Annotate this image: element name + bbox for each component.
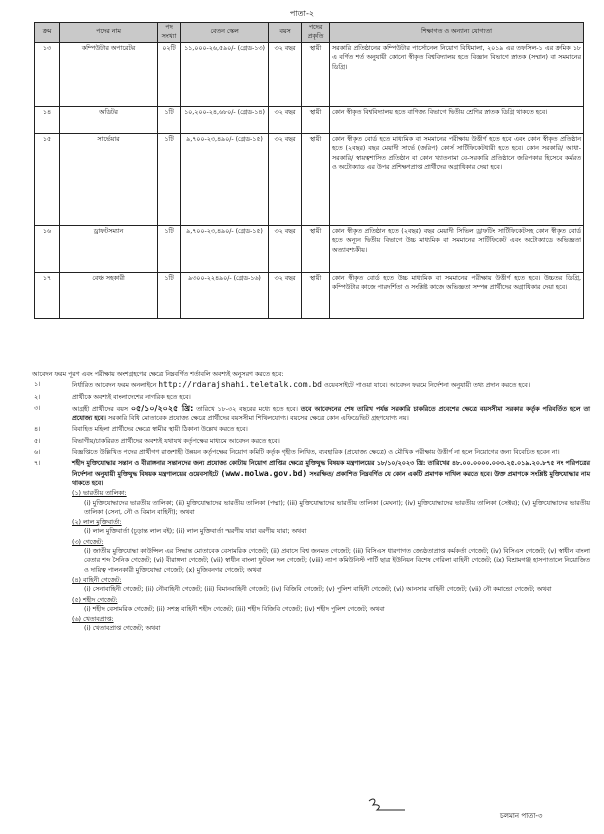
col-header-qualification: শিক্ষাগত ও অন্যান্য যোগ্যতা [330, 23, 584, 43]
item-text: তারিখে ১৮-৩২ বছরের মধ্যে হতে হবে। [193, 405, 301, 413]
table-row [35, 226, 584, 273]
cell-qualification: কোন স্বীকৃত বোর্ড হতে উচ্চ মাধ্যমিক বা সমমানের পরীক্ষায় উত্তীর্ণ হতে হবে। উচ্চতর ডিগ্রি, কম্পিউটার কাজে পারদর্শিতা ও সংশ্লিষ্ট কাজে অভিজ্ঞতা সম্পন্ন প্রার্থীদের অগ্রাধিকার দেয়া হবে। [330, 273, 584, 319]
cell-scale: ৯,৭০০-২৩,৪৯০/- (গ্রেড-১৫) [181, 226, 269, 273]
table-row [35, 43, 584, 107]
subsection-body: (i) সেনাবাহিনী গেজেট; (ii) নৌবাহিনী গেজেট; (iii) বিমানবাহিনী গেজেট; (iv) বিজিবি গেজেট; (v) পুলিশ বাহিনী গেজেট; (vi) আনসার বাহিনী গেজেট; (vii) নৌ কমান্ডো গেজেট; অথবা [84, 586, 552, 594]
col-header-scale: বেতন স্কেল [181, 23, 269, 43]
cell-post: বেঞ্চ সহকারী [60, 273, 158, 319]
page-number: পাতা-২ [289, 9, 315, 18]
cell-scale: ৯৩০০-২২৪৯০/- (গ্রেড-১৬) [181, 273, 269, 319]
condition-item [34, 393, 590, 402]
cell-qualification: সরকারি প্রতিষ্ঠানের কম্পিউটার পার্সোনেল নিয়োগ বিধিমালা, ২০১৯ এর তফসিল-১ এর ক্রমিক ১৮ এ বর্ণিত শর্ত অনুযায়ী কোনো স্বীকৃত বিশ্ববিদ্যালয় হতে বিজ্ঞান বিভাগে স্নাতক (সম্মান) বা সমমানের ডিগ্রি। [330, 43, 584, 107]
cell-count: ১টি [158, 134, 181, 226]
condition-item [34, 404, 590, 424]
proof-subsection [72, 576, 590, 595]
col-header-sl: ক্রম [35, 23, 60, 43]
subsection-body: (i) মুক্তিযোদ্ধাদের ভারতীয় তালিকা; (ii) মুক্তিযোদ্ধাদের ভারতীয় তালিকা (পদ্মা); (iii) মুক্তিযোদ্ধাদের ভারতীয় তালিকা (মেঘনা); (iv) মুক্তিযোদ্ধাদের ভারতীয় তালিকা (সেক্টর); (v) মুক্তিযোদ্ধাদের ভারতীয় তালিকা (সেনা, নৌ ও বিমান বাহিনী); অথবা [84, 499, 590, 516]
item-number: ৪। [34, 426, 41, 434]
subsection-title: (৩) গেজেট: [72, 538, 104, 546]
subsection-body: (i) খেতাবপ্রাপ্ত গেজেট; অথবা [84, 625, 161, 633]
cell-post: ড্রাফটসম্যান [60, 226, 158, 273]
cell-count: ১টি [158, 226, 181, 273]
item-bold-text: শহীদ মুক্তিযোদ্ধার সন্তান ও বীরাঙ্গনার সন্তানদের জন্য প্রযোজ্য কোটায় নিয়োগ প্রাপ্তির ক্ষেত্রে মুক্তিযুদ্ধ বিষয়ক মন্ত্রণালয়ের ১৮/১০/২০২৩ খ্রি: তারিখের ৪৮.০০.০০০০.০০৩.২৫.০১৯.২০.৮৭৫ নং পরিপত্রের নির্দেশনা অনুযায়ী মুক্তিযুদ্ধ বিষয়ক মন্ত্রণালয়ের ওয়েবসাইটে [72, 460, 590, 478]
subsection-title: (৪) বাহিনী গেজেট: [72, 576, 122, 584]
item-text: বিভাগীয়/চাকরিরত প্রার্থীদের অবশ্যই যথাযথ কর্তৃপক্ষের মাধ্যমে আবেদন করতে হবে। [72, 437, 280, 445]
condition-item [34, 459, 590, 633]
item-text: আগ্রহী প্রার্থীদের বয়স [72, 405, 131, 413]
subsection-title: (৬) খেতাবপ্রাপ্ত: [72, 616, 114, 624]
cell-age: ৩২ বছর [269, 273, 302, 319]
item-number: ৫। [34, 437, 41, 445]
condition-item [34, 437, 590, 446]
condition-item [34, 425, 590, 434]
subsection-title: (২) লাল মুক্তিবার্তা: [72, 519, 122, 527]
cell-qualification: কোন স্বীকৃত বোর্ড হতে মাধ্যমিক বা সমমানের পরীক্ষায় উত্তীর্ণ হতে হবে এবং কোন স্বীকৃত প্রতিষ্ঠান হতে (২বছর) বছর মেয়াদী সার্ভে (জরিপ) কোর্স সার্টিফিকেটধারী হতে হবে। কোন সরকারি/ আধা-সরকারি/ স্বায়ত্বশাসিত প্রতিষ্ঠান বা কোন খ্যাতনামা বে-সরকারি প্রতিষ্ঠানে জরিপকার হিসেবে কর্মরত ও অটোক্যাড এর উপর প্রশিক্ষণপ্রাপ্ত প্রার্থীদের অগ্রাধিকার দেয়া হবে। [330, 134, 584, 226]
item-number: ৭। [34, 460, 41, 468]
cell-age: ৩২ বছর [269, 107, 302, 134]
conditions-section [34, 370, 590, 636]
continued-page-label: চলমান পাতা-৩ [500, 812, 543, 820]
table-row [35, 107, 584, 134]
table-row [35, 273, 584, 319]
subsection-title: (৫) শহীদ গেজেট: [72, 596, 118, 604]
cell-qualification: কোন স্বীকৃত প্রতিষ্ঠান হতে (২বছর) বছর মেয়াদী সিভিল ড্রাফটিং সার্টিফিকেটসহ কোন স্বীকৃত বোর্ড হতে অন্যূন দ্বিতীয় বিভাগে উচ্চ মাধ্যমিক বা সমমানের সার্টিফিকেট এবং অটোক্যাডে অভিজ্ঞতা অত্যাবশ্যকীয়। [330, 226, 584, 273]
cell-post: কম্পিউটার অপারেটর [60, 43, 158, 107]
age-reference-date: ০৫/১০/২০২৫ খ্রি: [130, 403, 194, 413]
item-text: ওয়েবসাইটে পাওয়া যাবে। আবেদন ফরমে নির্দেশনা অনুযায়ী তথ্য প্রদান করতে হবে। [321, 382, 530, 390]
item-number: ১। [34, 381, 41, 389]
subsection-body: (i) লাল মুক্তিবার্তা (চূড়ান্ত লাল বই); (ii) লাল মুক্তিবার্তা স্মরণীয় যারা বরণীয় যারা; অথবা [84, 528, 307, 536]
subsection-body: (i) শহীদ বেসামরিক গেজেট; (ii) সশস্ত্র বাহিনী শহীদ গেজেট; (iii) শহীদ বিজিবি গেজেট; (iv) শহীদ পুলিশ গেজেট; অথবা [84, 605, 385, 613]
cell-scale: ১১,০০০-২৬,৫৯০/- (গ্রেড-১৩) [181, 43, 269, 107]
col-header-nature: পদের প্রকৃতি [302, 23, 330, 43]
cell-sl: ১৫ [35, 134, 60, 226]
item-text: প্রার্থীকে অবশ্যই বাংলাদেশের নাগরিক হতে হবে। [72, 393, 191, 401]
cell-count: ০২টি [158, 43, 181, 107]
condition-item [34, 448, 590, 457]
cell-qualification: কোন স্বীকৃত বিশ্ববিদ্যালয় হতে বাণিজ্য বিভাগে দ্বিতীয় শ্রেণির স্নাতক ডিগ্রি থাকতে হবে। [330, 107, 584, 134]
col-header-post: পদের নাম [60, 23, 158, 43]
cell-nature: স্থায়ী [302, 43, 330, 107]
handwritten-signature [365, 795, 409, 815]
conditions-intro: আবেদন ফরম পূরণ এবং পরীক্ষায় অংশগ্রহণের ক্ষেত্রে নিম্নবর্ণিত শর্তাবলি অবশ্যই অনুসরণ করতে হবে: [32, 371, 284, 378]
item-number: ৬। [34, 449, 41, 457]
cell-post: সার্ভেয়ার [60, 134, 158, 226]
table-header-row [35, 23, 584, 43]
job-table [34, 22, 584, 319]
cell-sl: ১৪ [35, 107, 60, 134]
proof-subsection [72, 596, 590, 615]
subsection-title: (১) ভারতীয় তালিকা: [72, 490, 127, 498]
cell-age: ৩২ বছর [269, 43, 302, 107]
proof-subsection [72, 538, 590, 575]
cell-scale: ১০,২০০-২৪,৬৮০/- (গ্রেড-১৪) [181, 107, 269, 134]
item-text: নির্ধারিত আবেদন ফরম অনলাইনে [72, 382, 159, 390]
item-number: ৩। [34, 404, 41, 412]
cell-nature: স্থায়ী [302, 226, 330, 273]
cell-age: ৩২ বছর [269, 226, 302, 273]
cell-nature: স্থায়ী [302, 134, 330, 226]
subsection-body: (i) জাতীয় মুক্তিযোদ্ধা কাউন্সিল এর সিদ্ধান্ত মোতাবেক বেসামরিক গেজেট; (ii) প্রবাসে বিশ্ব জনমত গেজেট; (iii) বিসিএস ধারণাগত জ্যেষ্ঠতাপ্রাপ্ত কর্মকর্তা গেজেট; (iv) বিসিএস গেজেট; (v) স্বাধীন বাংলা বেতার শব্দ সৈনিক গেজেট; (vi) বীরাঙ্গনা গেজেট; (vii) স্বাধীন বাংলা ফুটবল দল গেজেট; (viii) ন্যাপ কমিউনিস্ট পার্টি ছাত্র ইউনিয়ন বিশেষ গেরিলা বাহিনী গেজেট; (ix) বিশ্রামগঞ্জ হাসপাতালে নিয়োজিত ও দায়িত্ব পালনকারী মুক্তিযোদ্ধা গেজেট; (x) মুজিবনগর গেজেট; অথবা [84, 548, 590, 574]
cell-nature: স্থায়ী [302, 107, 330, 134]
cell-nature: স্থায়ী [302, 273, 330, 319]
col-header-count: পদ সংখ্যা [158, 23, 181, 43]
cell-scale: ৯,৭০০-২৩,৪৯০/- (গ্রেড-১৫) [181, 134, 269, 226]
proof-subsection [72, 489, 590, 517]
cell-sl: ১৩ [35, 43, 60, 107]
cell-sl: ১৬ [35, 226, 60, 273]
cell-count: ১টি [158, 107, 181, 134]
col-header-age: বয়স [269, 23, 302, 43]
cell-post: অডিটর [60, 107, 158, 134]
application-website-link[interactable]: http://rdarajshahi.teletalk.com.bd [158, 380, 322, 390]
proof-subsection [72, 615, 590, 634]
item-bold-text: সংরক্ষিত/ প্রকাশিত নিম্নবর্ণিত যে কোন একটি প্রমাণক দাখিল করতে হবে। উক্ত প্রমাণকে সংশ্লিষ্ট মুক্তিযোদ্ধার নাম থাকতে হবে। [72, 470, 591, 487]
condition-item [34, 380, 590, 390]
molwa-website-link[interactable]: (www.molwa.gov.bd) [220, 468, 308, 478]
cell-count: ১টি [158, 273, 181, 319]
item-text: বিজ্ঞপ্তিতে উল্লিখিত পদের প্রার্থীগণ রাজশাহী উন্নয়ন কর্তৃপক্ষের নিয়োগ কমিটি কর্তৃক গৃহীত লিখিত, ব্যবহারিক (প্রযোজ্য ক্ষেত্রে) ও মৌখিক পরীক্ষায় উত্তীর্ণ না হলে নিয়োগের জন্য বিবেচিত হবেন না। [72, 449, 560, 457]
table-row [35, 134, 584, 226]
item-bold-text: তবে আবেদনের শেষ তারিখ পর্যন্ত সরকারি চাকরিতে প্রবেশের ক্ষেত্রে বয়সসীমা সরকার কর্তৃক পরিবর্তিত হলে তা প্রযোজ্য হবে। [72, 405, 591, 423]
cell-age: ৩২ বছর [269, 134, 302, 226]
item-number: ২। [34, 393, 41, 401]
item-text: বিবাহিত মহিলা প্রার্থীদের ক্ষেত্রে স্বামীর স্থায়ী ঠিকানা উল্লেখ করতে হবে। [72, 426, 248, 434]
cell-sl: ১৭ [35, 273, 60, 319]
item-text: সরকারি বিধি মোতাবেক প্রযোজ্য ক্ষেত্রে প্রার্থীদের বয়সসীমা শিথিলযোগ্য। বয়সের ক্ষেত্রে কোন এফিডেভিট গ্রহণযোগ্য নয়। [105, 415, 409, 423]
proof-subsection [72, 518, 590, 537]
